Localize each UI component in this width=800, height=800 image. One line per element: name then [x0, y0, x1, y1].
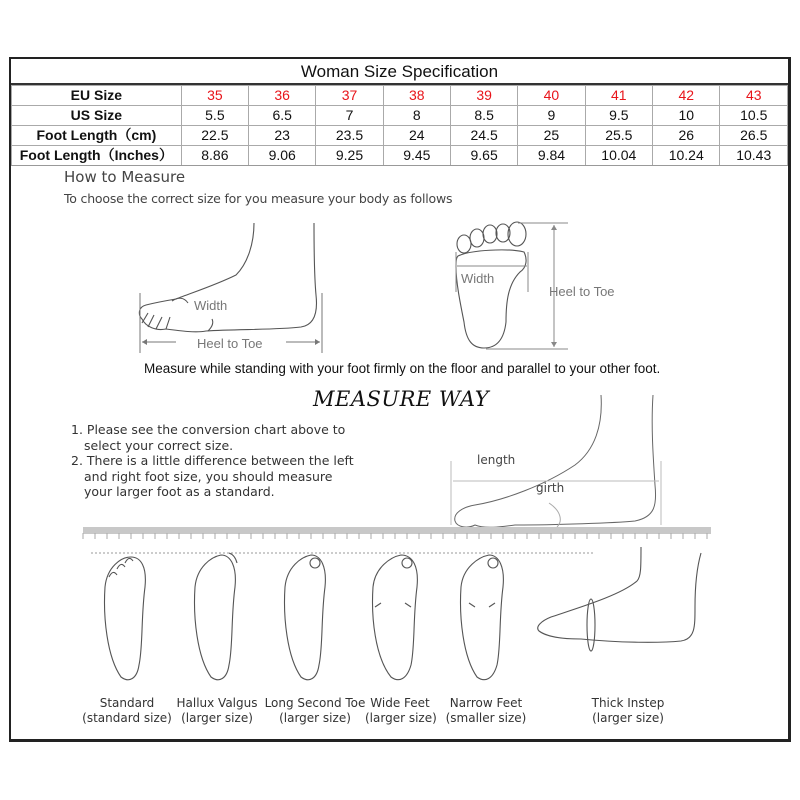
foot-type-name: Long Second Toe	[264, 696, 366, 710]
table-row-inches	[12, 146, 788, 166]
table-cell: 24	[383, 126, 450, 146]
foot-type-name: Narrow Feet	[449, 696, 523, 710]
table-cell: 9	[518, 106, 585, 126]
foot-types-illustration	[81, 547, 781, 687]
step-2-line: 2. There is a little difference between the left	[71, 453, 354, 469]
foot-type-hallux-valgus	[173, 696, 261, 726]
step-1-line: 1. Please see the conversion chart above to	[71, 422, 346, 437]
side-foot-illustration	[136, 223, 336, 353]
table-cell: 9.06	[249, 146, 316, 166]
size-chart-frame	[9, 57, 791, 742]
foot-type-note: (smaller size)	[445, 711, 527, 725]
table-cell: 26	[653, 126, 720, 146]
foot-type-name: Wide Feet	[370, 696, 430, 710]
girth-label: girth	[536, 481, 565, 495]
table-cell: 10.04	[585, 146, 652, 166]
table-cell: 39	[450, 86, 517, 106]
table-cell: 35	[181, 86, 248, 106]
table-cell: 10.24	[653, 146, 720, 166]
table-cell: 25.5	[585, 126, 652, 146]
step-2-line: your larger foot as a standard.	[84, 484, 275, 500]
foot-type-note: (larger size)	[279, 711, 351, 725]
table-row-cm	[12, 126, 788, 146]
top-length-label: Heel to Toe	[549, 284, 615, 299]
table-cell: 23.5	[316, 126, 383, 146]
table-cell: 42	[653, 86, 720, 106]
side-length-label: Heel to Toe	[197, 336, 263, 351]
foot-type-thick-instep	[585, 696, 671, 726]
row-header: Foot Length（Inches）	[12, 146, 182, 166]
chart-title: Woman Size Specification	[11, 59, 788, 85]
row-header: Foot Length（cm)	[12, 126, 182, 146]
foot-type-narrow-feet	[443, 696, 529, 726]
table-cell: 25	[518, 126, 585, 146]
table-cell: 23	[249, 126, 316, 146]
row-header: EU Size	[12, 86, 182, 106]
foot-type-note: (larger size)	[181, 711, 253, 725]
ruler-foot-illustration	[75, 395, 715, 535]
table-cell: 9.25	[316, 146, 383, 166]
foot-type-name: Standard	[99, 696, 155, 710]
table-cell: 36	[249, 86, 316, 106]
side-width-label: Width	[194, 298, 228, 313]
foot-type-standard	[71, 696, 183, 726]
foot-type-note: (larger size)	[592, 711, 664, 725]
ruler-icon	[75, 533, 715, 543]
length-label: length	[477, 453, 516, 467]
table-cell: 40	[518, 86, 585, 106]
table-cell: 41	[585, 86, 652, 106]
size-table	[11, 85, 788, 166]
table-cell: 26.5	[720, 126, 788, 146]
measure-way-heading: MEASURE WAY	[313, 387, 490, 411]
foot-type-note: (standard size)	[82, 711, 172, 725]
table-cell: 10	[653, 106, 720, 126]
table-cell: 37	[316, 86, 383, 106]
table-cell: 10.43	[720, 146, 788, 166]
step-1-line: select your correct size.	[84, 437, 234, 453]
how-to-measure-heading: How to Measure	[64, 168, 186, 186]
table-cell: 5.5	[181, 106, 248, 126]
top-width-label: Width	[461, 271, 495, 286]
step-2-line: and right foot size, you should measure	[84, 468, 333, 484]
table-cell: 38	[383, 86, 450, 106]
foot-type-long-second-toe	[261, 696, 369, 726]
how-to-measure-subheading: To choose the correct size for you measure your body as follows	[64, 191, 453, 206]
table-cell: 24.5	[450, 126, 517, 146]
foot-type-note: (larger size)	[365, 711, 437, 725]
table-cell: 9.45	[383, 146, 450, 166]
table-row-eu	[12, 86, 788, 106]
table-cell: 10.5	[720, 106, 788, 126]
table-cell: 6.5	[249, 106, 316, 126]
table-cell: 9.84	[518, 146, 585, 166]
table-row-us	[12, 106, 788, 126]
measure-note: Measure while standing with your foot firmly on the floor and parallel to your other foot.	[144, 361, 661, 376]
table-cell: 7	[316, 106, 383, 126]
row-header: US Size	[12, 106, 182, 126]
foot-type-wide-feet	[365, 696, 435, 726]
table-cell: 22.5	[181, 126, 248, 146]
table-cell: 8.5	[450, 106, 517, 126]
table-cell: 9.65	[450, 146, 517, 166]
foot-type-name: Thick Instep	[591, 696, 665, 710]
table-cell: 8	[383, 106, 450, 126]
table-cell: 43	[720, 86, 788, 106]
foot-type-name: Hallux Valgus	[176, 696, 258, 710]
table-cell: 8.86	[181, 146, 248, 166]
table-cell: 9.5	[585, 106, 652, 126]
